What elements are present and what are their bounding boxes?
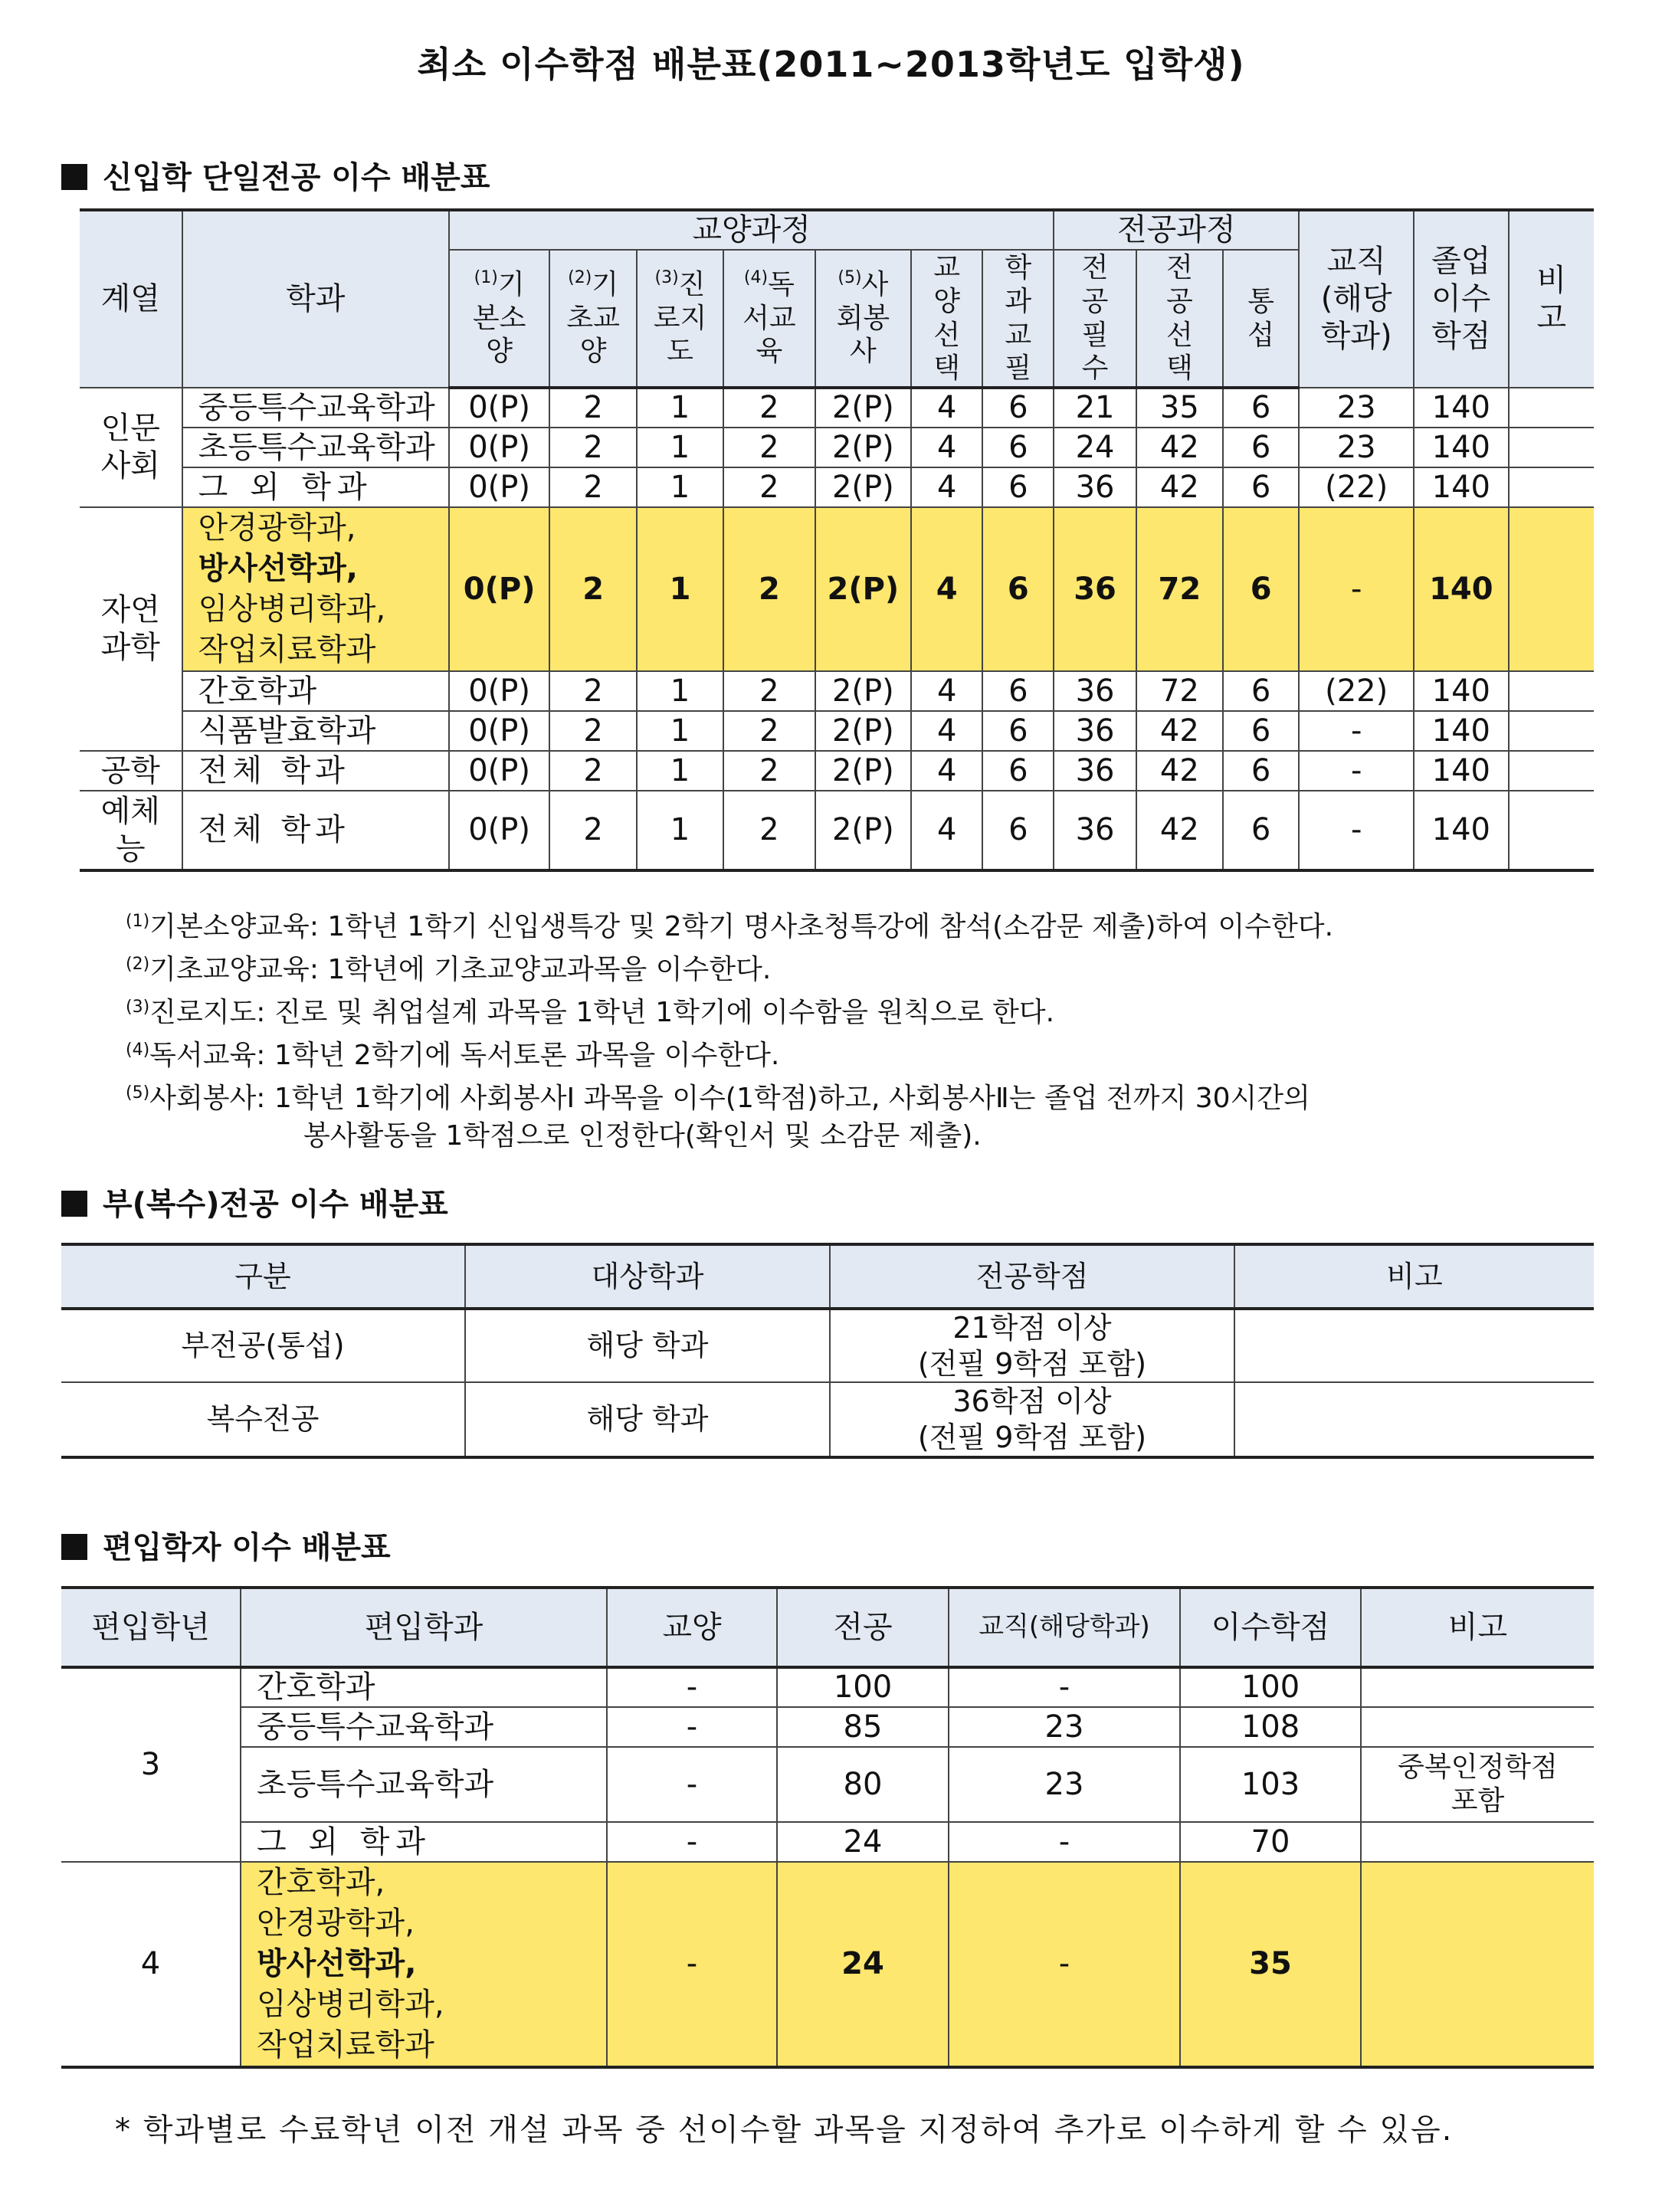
table-row: 간호학과 0(P) 2 1 2 2(P) 4 6 36 72 6 (22) 140 [80,671,1594,711]
header-c3: $^{(3)}$진로지도 [637,250,723,388]
section1-heading: 신입학 단일전공 이수 배분표 [61,153,490,197]
transfer-table [61,1586,1594,2069]
header-c1: $^{(1)}$기본소양 [449,250,550,388]
header-credit: 전공학점 [830,1244,1234,1309]
header-total: 이수학점 [1180,1588,1361,1667]
table-row: 예체능 전체 학과 0(P) 2 1 2 2(P) 4 6 36 42 6 - 140 [80,791,1594,870]
table-row: 그 외 학과 0(P) 2 1 2 2(P) 4 6 36 42 6 (22) 140 [80,467,1594,507]
footnote: $^{(4)}$독서교육: 1학년 2학기에 독서토론 과목을 이수한다. [126,1040,780,1071]
header-dept: 편입학과 [241,1588,607,1667]
header-dept: 학과 [182,210,449,388]
year-3: 3 [61,1667,241,1862]
header-c4: $^{(4)}$독서교육 [723,250,815,388]
header-major: 전공 [777,1588,949,1667]
footnote: $^{(2)}$기초교양교육: 1학년에 기초교양교과목을 이수한다. [126,954,772,985]
table-row: 공학 전체 학과 0(P) 2 1 2 2(P) 4 6 36 42 6 - 140 [80,751,1594,791]
header-teaching: 교직(해당학과) [1299,210,1414,388]
table-row-highlight: 자연과학 안경광학과, 방사선학과, 임상병리학과, 작업치료학과 0(P) 2 1 2 2(P) 4 6 36 72 6 - 140 [80,507,1594,671]
header-note: 비고 [1234,1244,1594,1309]
table-row: 그 외 학과 - 24 - 70 [61,1822,1594,1862]
header-c9: 전공선택 [1136,250,1223,388]
table-row: 초등특수교육학과 - 80 23 103 중복인정학점 포함 [61,1747,1594,1822]
header-note: 비고 [1509,210,1594,388]
group-humanities: 인문사회 [80,388,182,507]
group-arts: 예체능 [80,791,182,870]
square-bullet-icon [61,164,87,190]
header-c8: 전공필수 [1054,250,1136,388]
table-row: 복수전공 해당 학과 36학점 이상 (전필 9학점 포함) [61,1382,1594,1457]
table-row: 인문사회 중등특수교육학과 0(P) 2 1 2 2(P) 4 6 21 35 6 23 140 [80,388,1594,428]
table-row: 부전공(통섭) 해당 학과 21학점 이상 (전필 9학점 포함) [61,1309,1594,1382]
group-science: 자연과학 [80,507,182,751]
header-grad: 졸업이수학점 [1414,210,1509,388]
header-c7: 학과교필 [982,250,1054,388]
header-c10: 통섭 [1223,250,1299,388]
table-row: 초등특수교육학과 0(P) 2 1 2 2(P) 4 6 24 42 6 23 140 [80,428,1594,467]
header-category: 계열 [80,210,182,388]
table-row: 중등특수교육학과 - 85 23 108 [61,1707,1594,1747]
table-row: 식품발효학과 0(P) 2 1 2 2(P) 4 6 36 42 6 - 140 [80,711,1594,751]
year-4: 4 [61,1862,241,2067]
duplicate-credit-note: 중복인정학점 포함 [1361,1747,1594,1822]
header-year: 편입학년 [61,1588,241,1667]
section2-heading: 부(복수)전공 이수 배분표 [61,1180,448,1224]
group-engineering: 공학 [80,751,182,791]
footer-note: * 학과별로 수료학년 이전 개설 과목 중 선이수할 과목을 지정하여 추가로 이수하게 할 수 있음. [115,2112,1454,2148]
minor-double-major-table [61,1243,1594,1459]
footnotes [126,903,1333,1155]
header-major-group: 전공과정 [1054,210,1299,250]
header-type: 구분 [61,1244,465,1309]
footnote-continuation: 봉사활동을 1학점으로 인정한다(확인서 및 소감문 제출). [303,1120,982,1152]
header-general-group: 교양과정 [449,210,1054,250]
square-bullet-icon [61,1534,87,1560]
footnote: $^{(5)}$사회봉사: 1학년 1학기에 사회봉사Ⅰ 과목을 이수(1학점)하고, 사회봉사Ⅱ는 졸업 전까지 30시간의 [126,1083,1310,1114]
header-teaching: 교직(해당학과) [949,1588,1180,1667]
single-major-table [80,208,1594,872]
page-title: 최소 이수학점 배분표(2011~2013학년도 입학생) [417,44,1245,85]
header-c5: $^{(5)}$사회봉사 [815,250,912,388]
footnote: $^{(1)}$기본소양교육: 1학년 1학기 신입생특강 및 2학기 명사초청특강에 참석(소감문 제출)하여 이수한다. [126,911,1334,942]
square-bullet-icon [61,1191,87,1217]
header-note: 비고 [1361,1588,1594,1667]
footnote: $^{(3)}$진로지도: 진로 및 취업설계 과목을 1학년 1학기에 이수함을 원칙으로 한다. [126,997,1055,1028]
section3-heading: 편입학자 이수 배분표 [61,1523,391,1567]
header-target: 대상학과 [465,1244,830,1309]
header-general: 교양 [607,1588,777,1667]
table-row-highlight: 4 간호학과, 안경광학과, 방사선학과, 임상병리학과, 작업치료학과 - 24 - 35 [61,1862,1594,2067]
header-c6: 교양선택 [911,250,982,388]
table-row: 3 간호학과 - 100 - 100 [61,1667,1594,1707]
header-c2: $^{(2)}$기초교양 [549,250,636,388]
